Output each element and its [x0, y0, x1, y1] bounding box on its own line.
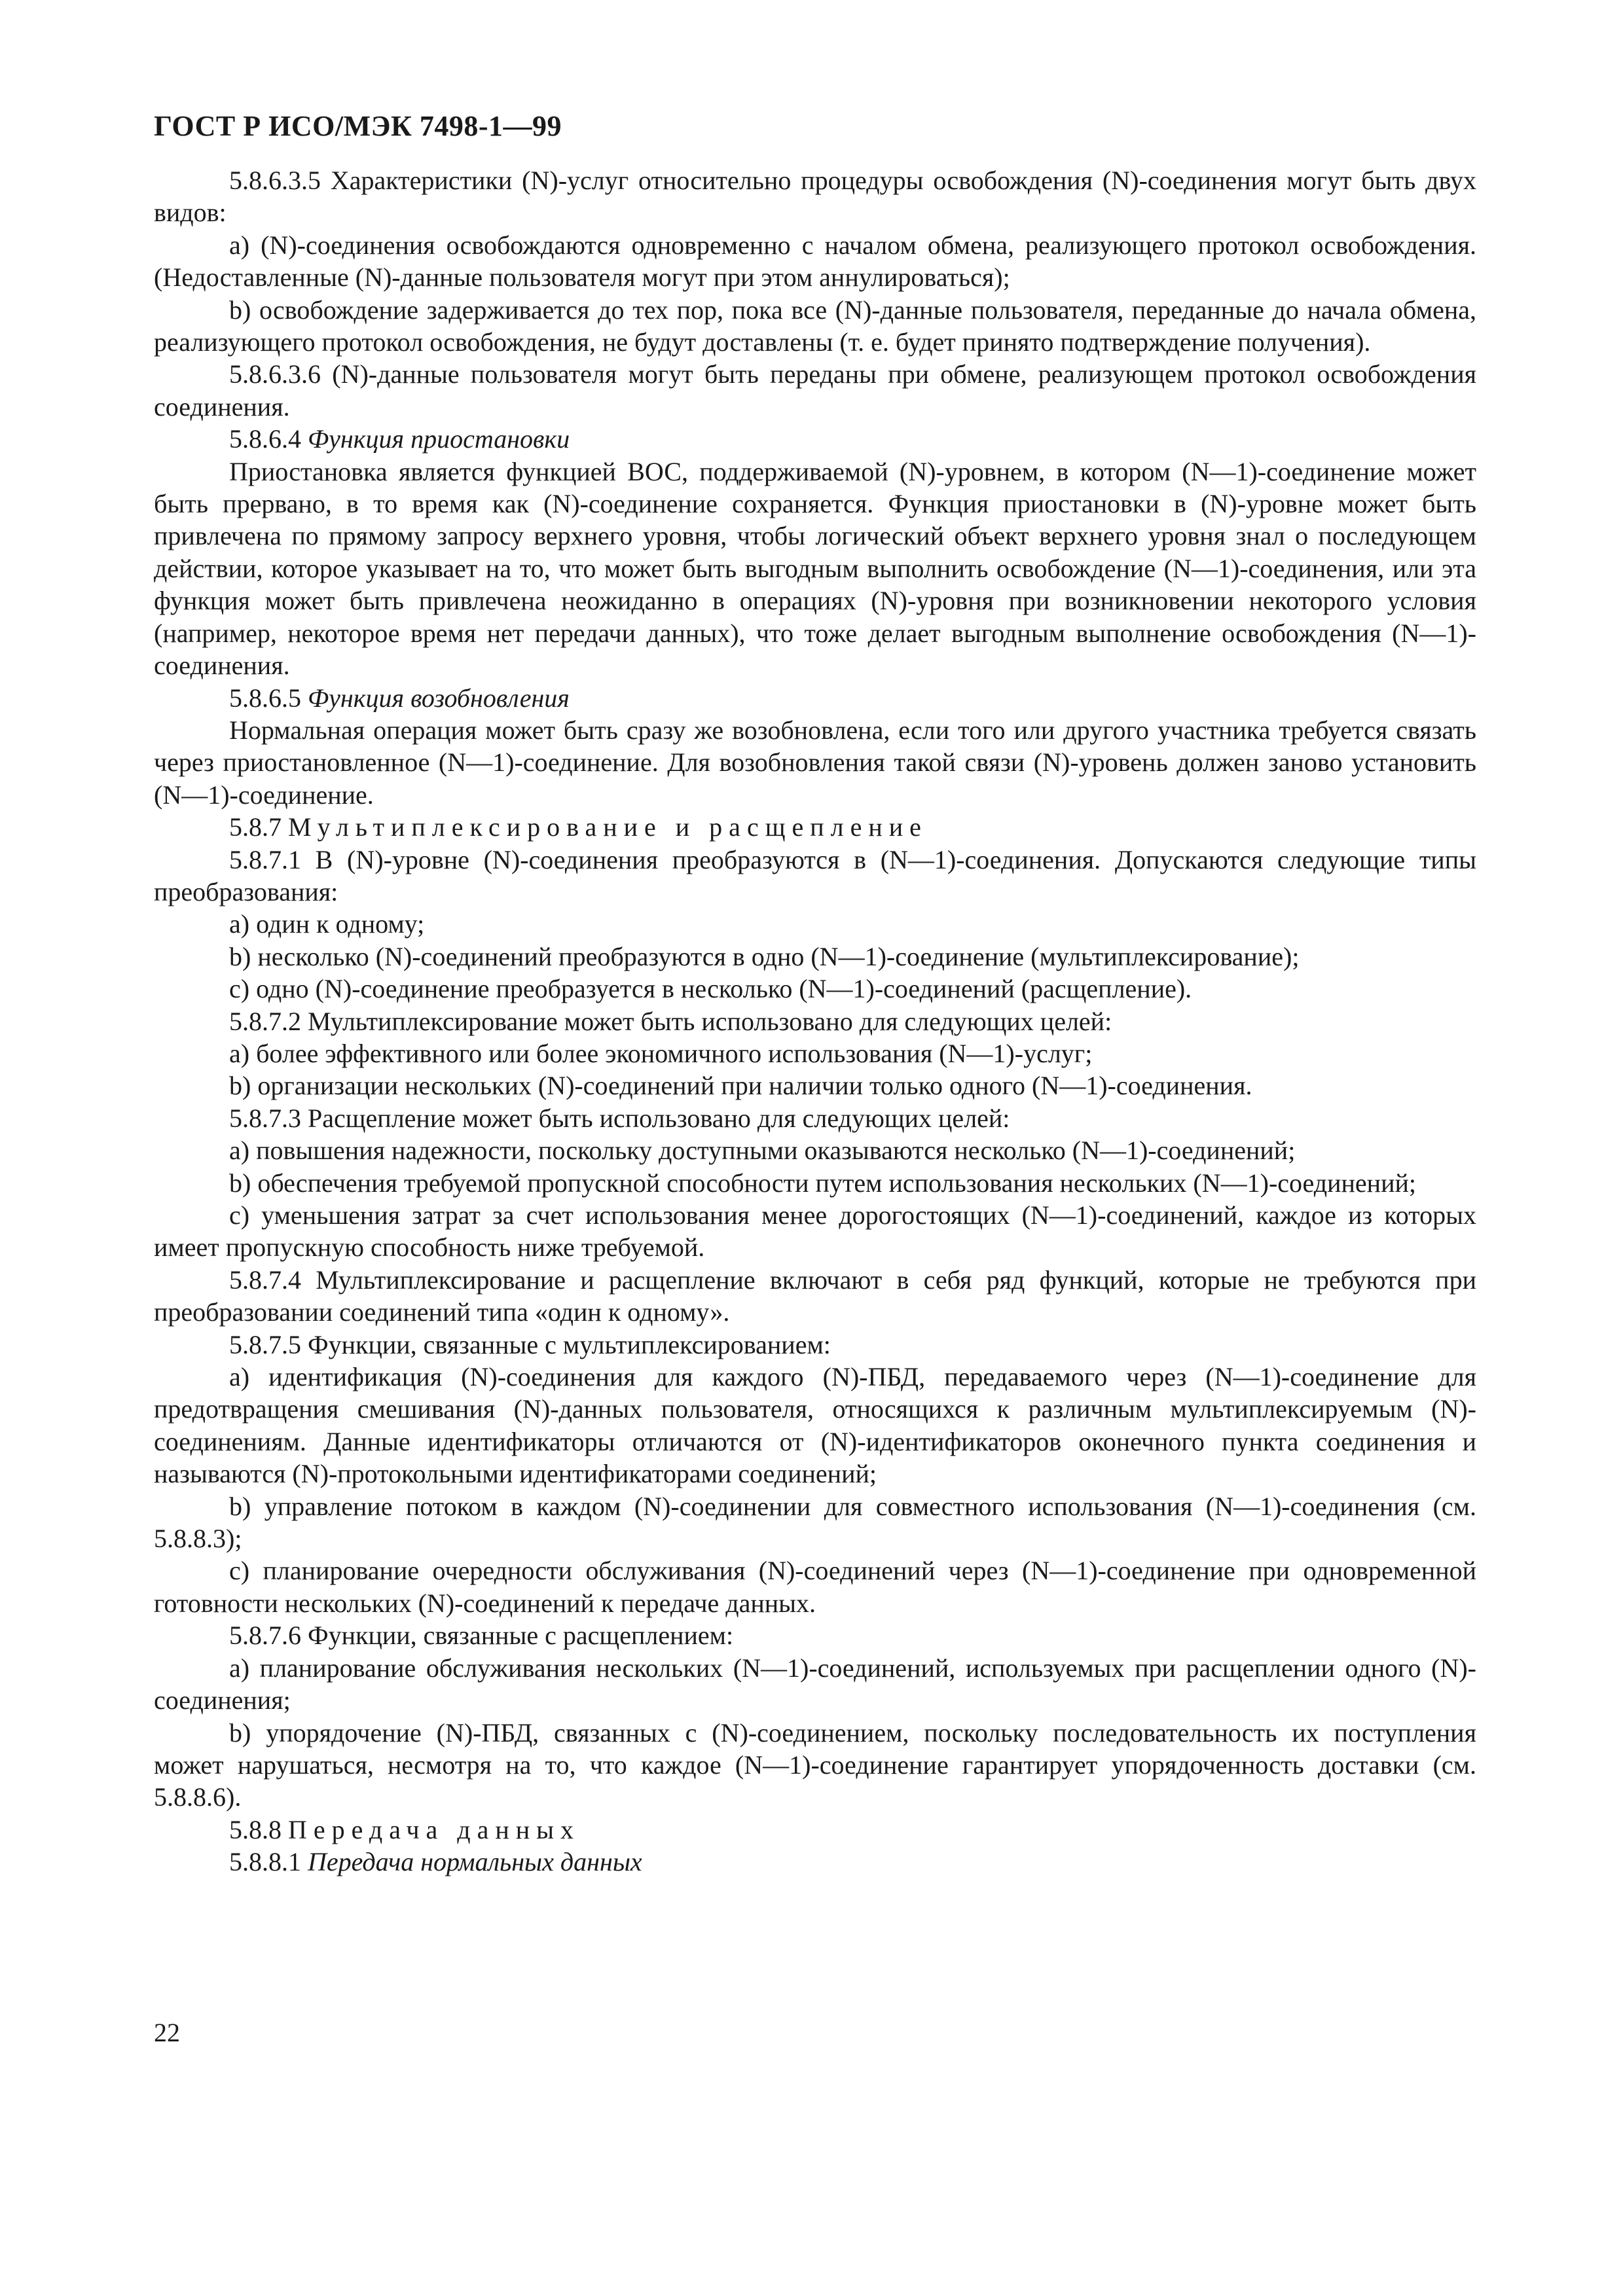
paragraph: 5.8.7.6 Функции, связанные с расщеплением:: [229, 1621, 734, 1651]
paragraph: 5.8.7.1 В (N)-уровне (N)-соединения преобразуются в (N—1)-соединения. Допускаются следующие типы преобразования:: [154, 844, 1476, 906]
paragraph: a) один к одному;: [229, 909, 425, 939]
section-title: Функция возобновления: [308, 683, 570, 713]
paragraph: Нормальная операция может быть сразу же возобновлена, если того или другого участника требуется связать через приостановленное (N—1)-соединение. Для возобновления такой связи (N)-уровень должен заново установить (N—1)-соединение.: [154, 715, 1476, 810]
section-heading: [154, 811, 1476, 843]
paragraph: 5.8.6.3.6 (N)-данные пользователя могут быть переданы при обмене, реализующем протокол освобождения соединения.: [154, 359, 1476, 422]
paragraph: c) планирование очередности обслуживания (N)-соединений через (N—1)-соединение при одновременной готовности нескольких (N)-соединений к передаче данных.: [154, 1556, 1476, 1618]
paragraph: 5.8.7.2 Мультиплексирование может быть использовано для следующих целей:: [229, 1006, 1112, 1036]
paragraph: b) управление потоком в каждом (N)-соединении для совместного использования (N—1)-соединения (см. 5.8.8.3);: [154, 1491, 1476, 1554]
page-number: 22: [154, 2018, 180, 2047]
paragraph: 5.8.6.3.5 Характеристики (N)-услуг относительно процедуры освобождения (N)-соединения могут быть двух видов:: [154, 166, 1476, 228]
section-title: Передача данных: [288, 1814, 581, 1844]
paragraph: 5.8.7.4 Мультиплексирование и расщепление включают в себя ряд функций, которые не требуются при преобразовании соединений типа «один к одному».: [154, 1265, 1476, 1327]
paragraph: 5.8.7.5 Функции, связанные с мультиплексированием:: [229, 1329, 831, 1359]
section-heading: [154, 1846, 1476, 1878]
section-number: 5.8.6.4: [229, 424, 308, 454]
paragraph: 5.8.7.3 Расщепление может быть использовано для следующих целей:: [229, 1103, 1010, 1133]
paragraph: c) одно (N)-соединение преобразуется в несколько (N—1)-соединений (расщепление).: [229, 974, 1192, 1004]
document-header: ГОСТ Р ИСО/МЭК 7498-1—99: [154, 110, 562, 142]
document-page: [154, 108, 1476, 1878]
paragraph: a) (N)-соединения освобождаются одновременно с началом обмена, реализующего протокол освобождения. (Недоставленные (N)-данные пользователя могут при этом аннулироваться);: [154, 230, 1476, 293]
paragraph: b) обеспечения требуемой пропускной способности путем использования нескольких (N—1)-соединений;: [229, 1168, 1416, 1198]
paragraph: b) освобождение задерживается до тех пор, пока все (N)-данные пользователя, переданные до начала обмена, реализующего протокол освобождения, не будут доставлены (т. е. будет принято подтверждение получения).: [154, 295, 1476, 357]
section-number: 5.8.8: [229, 1814, 288, 1844]
section-number: 5.8.7: [229, 812, 288, 842]
paragraph: a) более эффективного или более экономичного использования (N—1)-услуг;: [229, 1038, 1093, 1068]
section-heading: [154, 682, 1476, 714]
paragraph: b) упорядочение (N)-ПБД, связанных с (N)-соединением, поскольку последовательность их поступления может нарушаться, несмотря на то, что каждое (N—1)-соединение гарантирует упорядоченность доставки (см. 5.8.8.6).: [154, 1717, 1476, 1812]
paragraph: Приостановка является функцией ВОС, поддерживаемой (N)-уровнем, в котором (N—1)-соединение может быть прервано, в то время как (N)-соединение сохраняется. Функция приостановки в (N)-уровне может быть привлечена по прямому запросу верхнего уровня, чтобы логический объект верхнего уровня знал о последующем действии, которое указывает на то, что может быть выгодным выполнить освобождение (N—1)-соединения, или эта функция может быть привлечена неожиданно в операциях (N)-уровня при возникновении некоторого условия (например, некоторое время нет передачи данных), что тоже делает выгодным выполнение освобождения (N—1)-соединения.: [154, 456, 1476, 681]
section-title: Мультиплексирование и расщепление: [288, 812, 928, 842]
section-number: 5.8.6.5: [229, 683, 308, 713]
paragraph: c) уменьшения затрат за счет использования менее дорогостоящих (N—1)-соединений, каждое из которых имеет пропускную способность ниже требуемой.: [154, 1200, 1476, 1263]
section-number: 5.8.8.1: [229, 1847, 308, 1877]
paragraph: a) планирование обслуживания нескольких (N—1)-соединений, используемых при расщеплении одного (N)-соединения;: [154, 1653, 1476, 1715]
section-heading: [154, 1814, 1476, 1846]
paragraph: a) идентификация (N)-соединения для каждого (N)-ПБД, передаваемого через (N—1)-соединение для предотвращения смешивания (N)-данных пользователя, относящихся к различным мультиплексируемым (N)-соединениям. Данные идентификаторы отличаются от (N)-идентификаторов оконечного пункта соединения и называются (N)-протокольными идентификаторами соединений;: [154, 1362, 1476, 1489]
paragraph: a) повышения надежности, поскольку доступными оказываются несколько (N—1)-соединений;: [229, 1136, 1296, 1166]
section-title: Функция приостановки: [308, 424, 570, 454]
paragraph: b) организации нескольких (N)-соединений при наличии только одного (N—1)-соединения.: [229, 1071, 1252, 1101]
document-body: [154, 164, 1476, 1878]
paragraph: b) несколько (N)-соединений преобразуются в одно (N—1)-соединение (мультиплексирование);: [229, 941, 1300, 971]
section-title: Передача нормальных данных: [308, 1847, 642, 1877]
section-heading: [154, 423, 1476, 455]
